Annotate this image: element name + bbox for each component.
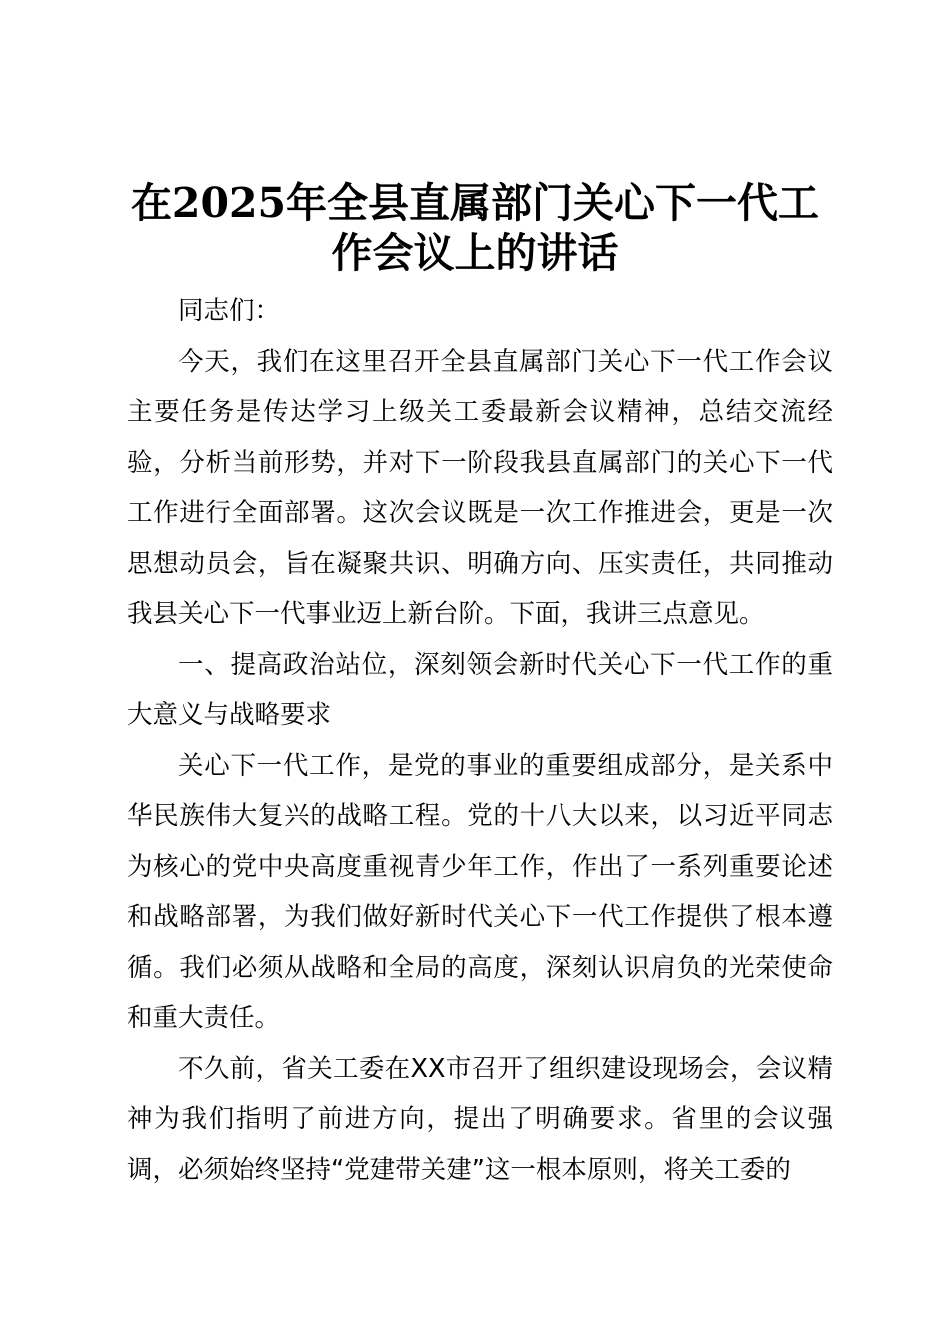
paragraph-significance: 关心下一代工作，是党的事业的重要组成部分，是关系中华民族伟大复兴的战略工程。党的十八大以来，以习近平同志为核心的党中央高度重视青少年工作，作出了一系列重要论述和战略部署，为我们做好新时代关心下一代工作提供了根本遵循。我们必须从战略和全局的高度，深刻认识肩负的光荣使命和重大责任。 [127,750,833,1033]
paragraph-intro: 今天，我们在这里召开全县直属部门关心下一代工作会议主要任务是传达学习上级关工委最新会议精神，总结交流经验，分析当前形势，并对下一阶段我县直属部门的关心下一代工作进行全面部署。这次会议既是一次工作推进会，更是一次思想动员会，旨在凝聚共识、明确方向、压实责任，共同推动我县关心下一代事业迈上新台阶。下面，我讲三点意见。 [127,346,833,629]
paragraph-provincial-meeting: 不久前，省关工委在XX市召开了组织建设现场会，会议精神为我们指明了前进方向，提出了明确要求。省里的会议强调，必须始终坚持“党建带关建”这一根本原则，将关工委的 [127,1053,833,1185]
document-title: 在2025年全县直属部门关心下一代工作会议上的讲话 [130,179,820,277]
document-body [127,286,833,1195]
section-heading-1: 一、提高政治站位，深刻领会新时代关心下一代工作的重大意义与战略要求 [127,649,833,730]
salutation: 同志们： [178,296,281,326]
